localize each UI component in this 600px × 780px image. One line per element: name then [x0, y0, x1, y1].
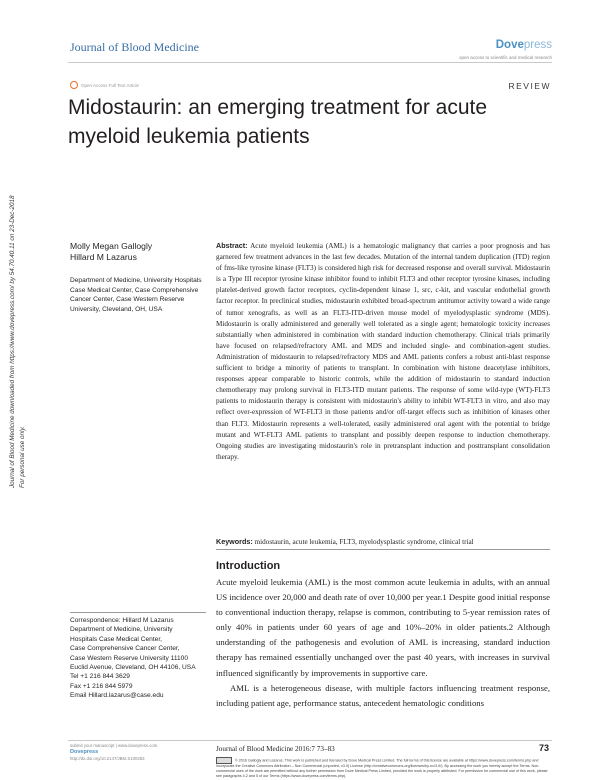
publisher-sub: press	[523, 39, 552, 51]
journal-name: Journal of Blood Medicine	[70, 40, 199, 54]
page-number: 73	[538, 743, 549, 753]
abstract	[216, 240, 550, 463]
header-divider	[68, 62, 552, 63]
paragraph: AML is a heterogeneous disease, with multiple factors influencing treatment response, including patient age, performance status, antecedent hematologic conditions	[216, 682, 550, 708]
author-name: Molly Megan Gallogly	[70, 241, 153, 251]
correspondence-line: Euclid Avenue, Cleveland, OH 44106, USA	[70, 664, 196, 672]
paragraph: Acute myeloid leukemia (AML) is the most common acute leukemia in adults, with an annual US incidence over 20,000 and death rate of over 10,000 per year.1 Despite good initial response to conventional induction therapy, relapse is common, contributing to 5-year remission rates of only 40% in patients under 60 years of age and 10%–20% in older patients.2 Although understanding of the pathogenesis and evolution of AML is increasing, standard induction therapy has remained essentially unchanged over the past 40 years, with increases in survival influenced significantly by improvements in supportive care.	[216, 577, 550, 678]
keywords-divider	[216, 549, 550, 550]
submit-manuscript-link[interactable]: submit your manuscript | www.dovepress.com	[70, 743, 158, 748]
license-body: © 2016 Gallogly and Lazarus. This work is published and licensed by Dove Medical Press Limited. The full terms of this license are available at https://www.dovepress.com/terms.php and incorporate the Creative Commons Attribution – Non Commercial (unported, v3.0) License (http://creativecommons.org/licenses/by-nc/3.0/). By accessing the work you hereby accept the Terms. Non-commercial uses of the work are permitted without any further permission from Dove Medical Press Limited, provided the work is properly attributed. For permission for commercial use of this work, please see paragraphs 4.2 and 5 of our Terms (https://www.dovepress.com/terms.php).	[216, 758, 548, 779]
download-line: Journal of Blood Medicine downloaded from https://www.dovepress.com/ by 54.70.40.11 on 23-Dec-2018	[9, 195, 16, 488]
cc-license-icon	[216, 757, 232, 764]
publisher-logo	[496, 39, 552, 51]
footer-links	[70, 743, 200, 762]
abstract-label: Abstract:	[216, 241, 248, 250]
open-access-label	[70, 81, 139, 89]
open-access-text: Open Access Full Text Article	[81, 82, 139, 88]
section-label: REVIEW	[508, 81, 551, 91]
correspondence-email[interactable]: Email Hillard.lazarus@case.edu	[70, 692, 164, 700]
keywords	[216, 536, 550, 548]
correspondence-line: Case Western Reserve University 11100	[70, 654, 189, 662]
author-list	[70, 241, 152, 263]
correspondence-divider	[70, 612, 206, 613]
author-affiliation: Department of Medicine, University Hospitals Case Medical Center, Case Comprehensive Cancer Center, Case Western Reserve University, Cleveland, OH, USA	[70, 277, 202, 313]
correspondence-line: Hospitals Case Medical Center,	[70, 635, 162, 643]
section-heading-introduction: Introduction	[216, 560, 281, 572]
doi-link[interactable]: http://dx.doi.org/10.2147/JBM.S100283	[70, 755, 145, 761]
abstract-text: Acute myeloid leukemia (AML) is a hematologic malignancy that carries a poor prognosis and has garnered few treatment advances in the last few decades. Mutation of the internal tandem duplication (ITD) region of fms-like tyrosine kinase (FLT3) is considered high risk for decreased response and overall survival. Midostaurin is a Type III receptor tyrosine kinase inhibitor found to inhibit FLT3 and other receptor tyrosine kinases, including platelet-derived growth factor receptors, cyclin-dependent kinase 1, src, c-kit, and vascular endothelial growth factor receptor. In preclinical studies, midostaurin exhibited broad-spectrum antitumor activity toward a wide range of tumor xenografts, as well as an FLT3-ITD-driven mouse model of myelodysplastic syndrome (MDS). Midostaurin is orally administered and generally well tolerated as a single agent; hematologic toxicity increases substantially when administered in combination with standard induction chemotherapy. Clinical trials primarily have focused on relapsed/refractory AML and MDS and included single- and combination-agent studies. Administration of midostaurin to relapsed/refractory MDS and AML patients confers a robust anti-blast response sufficient to bridge a minority of patients to transplant. In combination with histone deacetylase inhibitors, responses appear comparable to historic controls, while the addition of midostaurin to standard induction chemotherapy may prolong survival in FLT3-ITD mutant patients. The response of some wild-type (WT)-FLT3 patients to midostaurin therapy is consistent with midostaurin's ability to inhibit WT-FLT3 in vitro, and also may reflect over-expression of WT-FLT3 in those patients and/or off-target effects such as inhibition of kinases other than FLT3. Midostaurin represents a well-tolerated, easily administered oral agent with the potential to bridge mutant and WT-FLT3 AML patients to transplant and possibly deepen response to induction chemotherapy. Ongoing studies are investigating midostaurin's role in pretransplant induction and posttransplant consolidation therapy.	[216, 242, 550, 461]
correspondence-line: Fax +1 216 844 5979	[70, 682, 133, 690]
correspondence-line: Tel +1 216 844 3629	[70, 673, 130, 681]
correspondence-line: Case Comprehensive Cancer Center,	[70, 645, 180, 653]
dovepress-footer-logo: Dovepress	[70, 749, 99, 756]
author-name: Hillard M Lazarus	[70, 252, 137, 262]
personal-use-line: For personal use only.	[19, 426, 26, 488]
keywords-label: Keywords:	[216, 537, 253, 546]
open-access-icon	[70, 81, 78, 89]
correspondence-line: Correspondence: Hillard M Lazarus	[70, 617, 174, 624]
license-text	[216, 757, 552, 780]
publisher-main: Dove	[495, 39, 524, 51]
introduction-body	[216, 575, 550, 711]
correspondence-line: Department of Medicine, University	[70, 626, 173, 634]
correspondence-block	[70, 616, 210, 701]
article-title: Midostaurin: an emerging treatment for acute myeloid leukemia patients	[68, 96, 488, 148]
journal-citation: Journal of Blood Medicine 2016:7 73–83	[216, 745, 335, 753]
footer-divider	[68, 740, 552, 741]
publisher-tagline: open access to scientific and medical research	[458, 55, 552, 60]
keywords-text: midostaurin, acute leukemia, FLT3, myelodysplastic syndrome, clinical trial	[254, 538, 474, 546]
side-watermark	[2, 150, 34, 490]
